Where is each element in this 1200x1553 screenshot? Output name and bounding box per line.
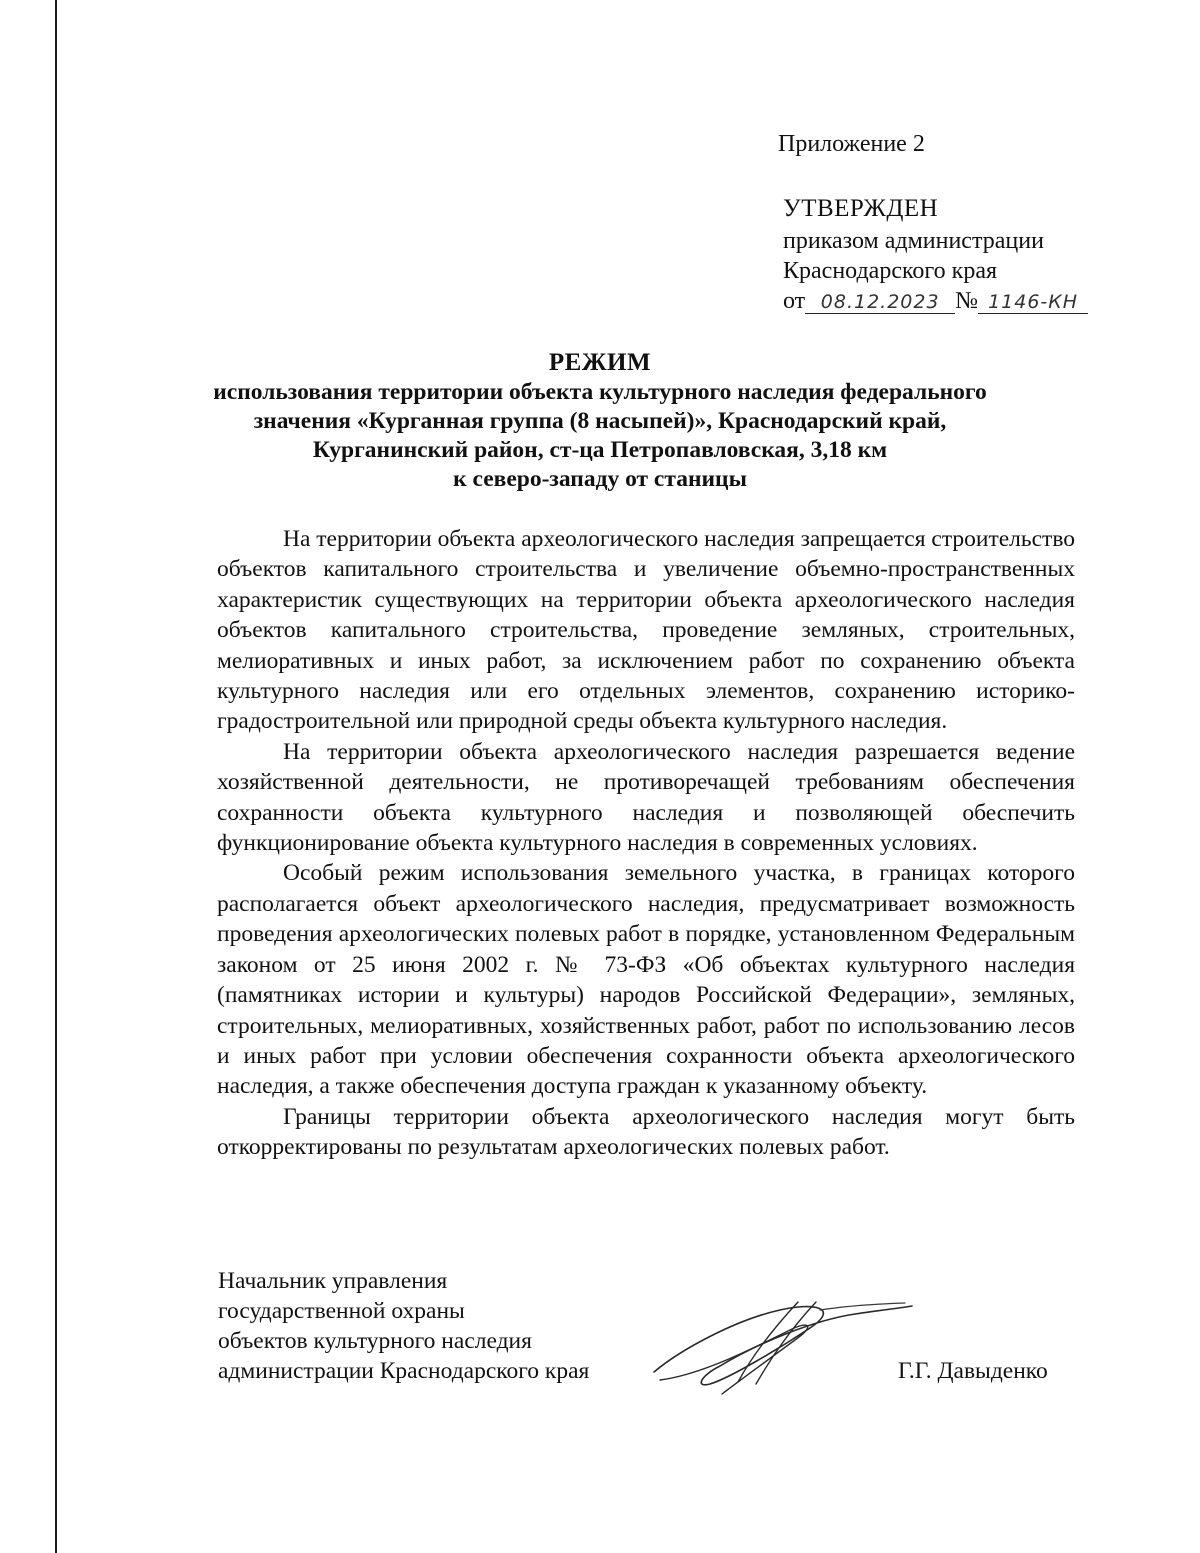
approval-block xyxy=(783,194,1088,316)
body-paragraph-1: На территории объекта археологического наследия запрещается строительство объектов капитального строительства и увеличение объемно-пространственных характеристик существующих на территории объекта археологического наследия объектов капитального строительства, проведение земляных, строительных, мелиоративных и иных работ, за исключением работ по сохранению объекта культурного наследия или его отдельных элементов, сохранению историко-градостроительной или природной среды объекта культурного наследия. xyxy=(217,526,1075,735)
approved-stamp: УТВЕРЖДЕН xyxy=(783,195,939,222)
date-prefix: от xyxy=(783,288,806,314)
position-line-2: государственной охраны xyxy=(218,1298,465,1324)
handwritten-date: 08.12.2023 xyxy=(805,291,955,314)
signer-name: Г.Г. Давыденко xyxy=(898,1358,1048,1384)
title-main: РЕЖИМ xyxy=(548,349,652,376)
appendix-label: Приложение 2 xyxy=(778,131,925,157)
title-line-3: Курганинский район, ст-ца Петропавловская, 3,18 км xyxy=(312,437,888,463)
handwritten-order-number: 1146-КН xyxy=(978,291,1088,314)
body-paragraph-4: Границы территории объекта археологического наследия могут быть откорректированы по результатам археологических полевых работ. xyxy=(217,1103,1075,1161)
body-paragraph-2: На территории объекта археологического наследия разрешается ведение хозяйственной деятельности, не противоречащей требованиям обеспечения сохранности объекта культурного наследия и позволяющей обеспечить функционирование объекта культурного наследия в современных условиях. xyxy=(217,738,1075,857)
scan-edge-line xyxy=(55,0,57,1553)
title-line-2: значения «Курганная группа (8 насыпей)», Краснодарский край, xyxy=(253,408,947,434)
order-date-number-line xyxy=(783,286,1088,316)
title-line-4: к северо-западу от станицы xyxy=(453,466,747,492)
position-line-4: администрации Краснодарского края xyxy=(218,1358,590,1384)
handwritten-signature xyxy=(640,1280,920,1410)
approved-by-line-1: приказом администрации xyxy=(783,228,1044,254)
body-paragraph-3: Особый режим использования земельного участка, в границах которого располагается объект археологического наследия, предусматривает возможность проведения археологических полевых работ в порядке, установленном Федеральным законом от 25 июня 2002 г. № 73-ФЗ «Об объектах культурного наследия (памятниках истории и культуры) народов Российской Федерации», земляных, строительных, мелиоративных, хозяйственных работ, работ по использованию лесов и иных работ при условии обеспечения сохранности объекта археологического наследия, а также обеспечения доступа граждан к указанному объекту. xyxy=(217,860,1075,1100)
document-body xyxy=(217,524,1075,1163)
number-prefix: № xyxy=(955,288,979,314)
title-line-1: использования территории объекта культурного наследия федерального xyxy=(213,379,987,405)
document-title xyxy=(160,348,1040,494)
position-line-3: объектов культурного наследия xyxy=(218,1328,532,1354)
position-line-1: Начальник управления xyxy=(218,1268,448,1294)
signatory-position xyxy=(218,1266,589,1386)
approved-by-line-2: Краснодарского края xyxy=(783,258,998,284)
